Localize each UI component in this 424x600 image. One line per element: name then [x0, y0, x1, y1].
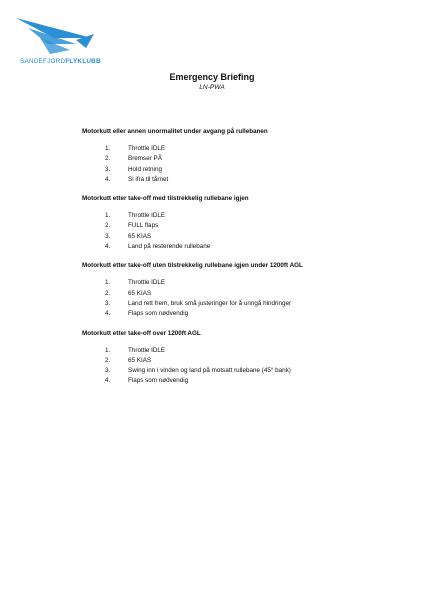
- procedure-list: [82, 211, 382, 252]
- section-title: Motorkutt etter take-off over 1200ft AGL: [82, 329, 201, 337]
- list-item: 1. Throttle IDLE: [105, 279, 166, 287]
- section-title: Motorkutt etter take-off uten tilstrekkelig rullebane igjen under 1200ft AGL: [82, 262, 303, 270]
- list-item: 2. Bremser PÅ: [105, 155, 162, 163]
- section-title: Motorkutt etter take-off med tilstrekkelig rullebane igjen: [82, 195, 249, 203]
- section: [82, 195, 382, 252]
- club-logo: [14, 14, 104, 74]
- list-item: 1. Throttle IDLE: [105, 145, 166, 152]
- procedure-list: [82, 144, 382, 185]
- list-item: 3. Swing inn i vinden og land på motsatt rullebane (45° bank): [105, 367, 291, 375]
- page-title: Emergency Briefing: [169, 72, 255, 82]
- header: [0, 72, 424, 91]
- list-item: 3. 65 KIAS: [105, 232, 152, 240]
- section: [82, 262, 382, 319]
- section: [82, 128, 382, 185]
- procedure-list: [82, 346, 382, 387]
- list-item: 3. Hold retning: [105, 165, 162, 173]
- list-item: 3. Land rett frem, bruk små justeringer for å unngå hindringer: [105, 299, 292, 307]
- list-item: 4. Land på resterende rullebane: [105, 243, 211, 251]
- list-item: 4. Flaps som nødvendig: [105, 377, 189, 385]
- briefing-content: [82, 128, 382, 397]
- list-item: 2. FULL flaps: [105, 222, 159, 230]
- bird-logo-icon: [14, 14, 104, 64]
- section: [82, 330, 382, 387]
- logo-text: SANDEFJORDFLYKLUBB: [20, 58, 101, 65]
- section-title: Motorkutt eller annen unormalitet under avgang på rullebanen: [82, 128, 268, 135]
- list-item: 4. Si ifra til tårnet: [105, 175, 169, 183]
- list-item: 2. 65 KIAS: [105, 356, 152, 364]
- list-item: 1. Throttle IDLE: [105, 212, 166, 220]
- procedure-list: [82, 278, 382, 319]
- aircraft-registration: LN-PWA: [199, 84, 225, 91]
- list-item: 2. 65 KIAS: [105, 289, 152, 297]
- list-item: 1. Throttle IDLE: [105, 346, 166, 354]
- list-item: 4. Flaps som nødvendig: [105, 310, 189, 318]
